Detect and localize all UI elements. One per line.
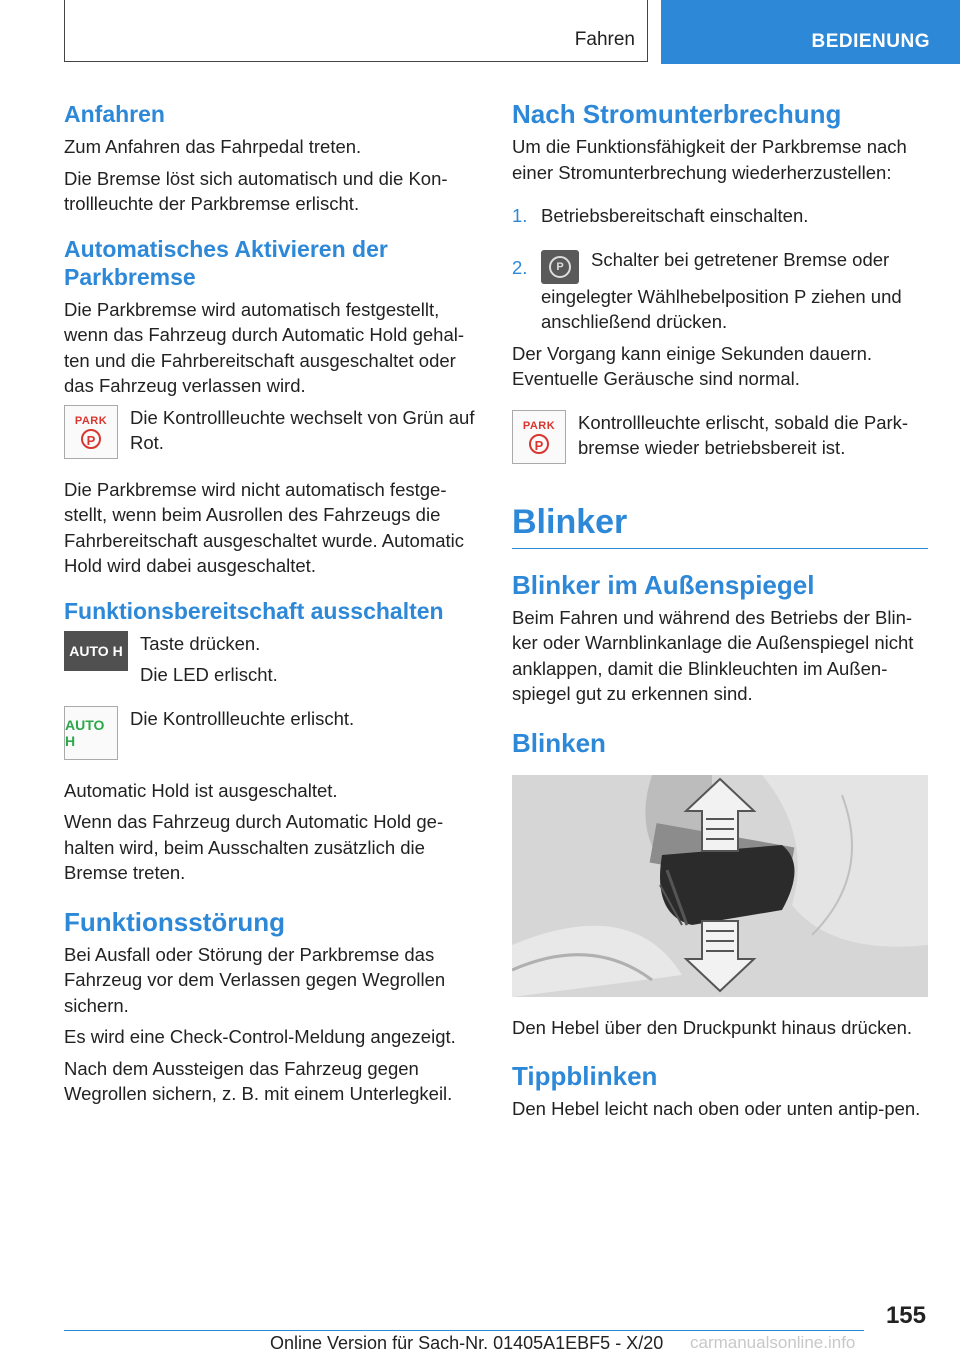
step-number: 1. [512, 205, 528, 226]
funk-text-2: Wenn das Fahrzeug durch Automatic Hold ge-halten wird, beim Ausschalten zusätzlich die Bremse treten. [64, 811, 444, 883]
header-chapter-label: BEDIENUNG [811, 31, 930, 52]
stoerung-text-3: Nach dem Aussteigen das Fahrzeug gegen Wegrollen sichern, z. B. mit einem Unterlegkeil. [64, 1057, 453, 1104]
anfahren-heading: Anfahren [64, 101, 165, 127]
funktionsstoerung-heading: Funktionsstörung [64, 906, 285, 937]
funk-line-2: Die LED erlischt. [140, 664, 278, 685]
auto-aktivieren-heading: Automatisches Aktivieren der Parkbremse [64, 235, 388, 290]
park-indicator-text-2: Kontrollleuchte erlischt, sobald die Park-bremse wieder betriebsbereit ist. [578, 411, 909, 458]
strom-steps [512, 203, 928, 335]
blinker-heading: Blinker [512, 502, 928, 549]
turn-signal-lever-svg [512, 775, 928, 997]
funk-text-1: Automatic Hold ist ausgeschaltet. [64, 779, 338, 801]
step-text: Schalter bei getretener Bremse oder eingelegter Wählhebelposition P ziehen und anschließend drücken. [541, 248, 902, 332]
blinken-text: Den Hebel über den Druckpunkt hinaus drücken. [512, 1016, 913, 1038]
park-indicator-row-2 [512, 410, 928, 464]
left-column [64, 100, 482, 1107]
tippblinken-text: Den Hebel leicht nach oben oder unten antip-pen. [512, 1098, 921, 1119]
autoh-button-row [64, 631, 482, 688]
right-column [512, 100, 928, 1122]
page-number: 155 [885, 1302, 926, 1329]
park-indicator-icon: PARK P [512, 410, 566, 464]
blinker-aussenspiegel-heading: Blinker im Außenspiegel [512, 569, 815, 600]
tippblinken-heading: Tippblinken [512, 1061, 658, 1091]
footer-text: Online Version für Sach-Nr. 01405A1EBF5 - X/20 [270, 1333, 664, 1353]
auto-aktivieren-text-1: Die Parkbremse wird automatisch festgestellt, wenn das Fahrzeug durch Automatic Hold gehal-ten und die Fahrbereitschaft ausgeschaltet oder das Fahrzeug verlassen wird. [64, 298, 465, 396]
anfahren-text-1: Zum Anfahren das Fahrpedal treten. [64, 136, 362, 157]
aussenspiegel-text: Beim Fahren und während des Betriebs der Blin-ker oder Warnblinkanlage die Außenspiegel nicht anklappen, damit die Blinkleuchten im Außen-spiegel gut zu erkennen sind. [512, 606, 914, 704]
step-number: 2. [512, 256, 528, 278]
autoh-indicator-text: Die Kontrollleuchte erlischt. [130, 707, 355, 729]
park-indicator-row [64, 405, 482, 459]
step-text: Betriebsbereitschaft einschalten. [541, 205, 809, 226]
watermark: carmanualsonline.info [690, 1333, 856, 1352]
header-chapter-tab [661, 0, 960, 64]
header-section-label: Fahren [574, 29, 635, 50]
stromunterbrechung-heading: Nach Stromunterbrechung [512, 99, 842, 129]
parking-brake-switch-icon: P [541, 250, 579, 284]
turn-signal-lever-illustration [512, 775, 928, 997]
strom-text-2: Der Vorgang kann einige Sekunden dauern. Eventuelle Geräusche sind normal. [512, 342, 872, 389]
autoh-indicator-icon: AUTO H [64, 706, 118, 760]
funk-line-1: Taste drücken. [140, 632, 261, 654]
stoerung-text-2: Es wird eine Check-Control-Meldung angezeigt. [64, 1026, 456, 1047]
park-indicator-icon: PARK P [64, 405, 118, 459]
strom-step-2 [512, 247, 928, 335]
park-indicator-text: Die Kontrollleuchte wechselt von Grün auf Rot. [130, 406, 475, 453]
strom-text-1: Um die Funktionsfähigkeit der Parkbremse nach einer Stromunterbrechung wiederherzustellen: [512, 136, 907, 183]
autoh-indicator-row [64, 706, 482, 760]
auto-aktivieren-text-2: Die Parkbremse wird nicht automatisch festge-stellt, wenn beim Ausrollen des Fahrzeugs die Fahrbereitschaft ausgeschaltet wurde. Automatic Hold wird dabei ausgeschaltet. [64, 478, 465, 576]
autoh-button-icon: AUTO H [64, 631, 128, 671]
funktionsbereitschaft-heading: Funktionsbereitschaft ausschalten [64, 597, 444, 624]
anfahren-text-2: Die Bremse löst sich automatisch und die Kon-trollleuchte der Parkbremse erlischt. [64, 167, 448, 214]
stoerung-text-1: Bei Ausfall oder Störung der Parkbremse das Fahrzeug vor dem Verlassen gegen Wegrollen sichern. [64, 943, 446, 1016]
strom-step-1 [512, 203, 928, 229]
blinken-heading: Blinken [512, 727, 606, 758]
footer-divider [64, 1330, 864, 1331]
header-section-tab [64, 0, 648, 62]
